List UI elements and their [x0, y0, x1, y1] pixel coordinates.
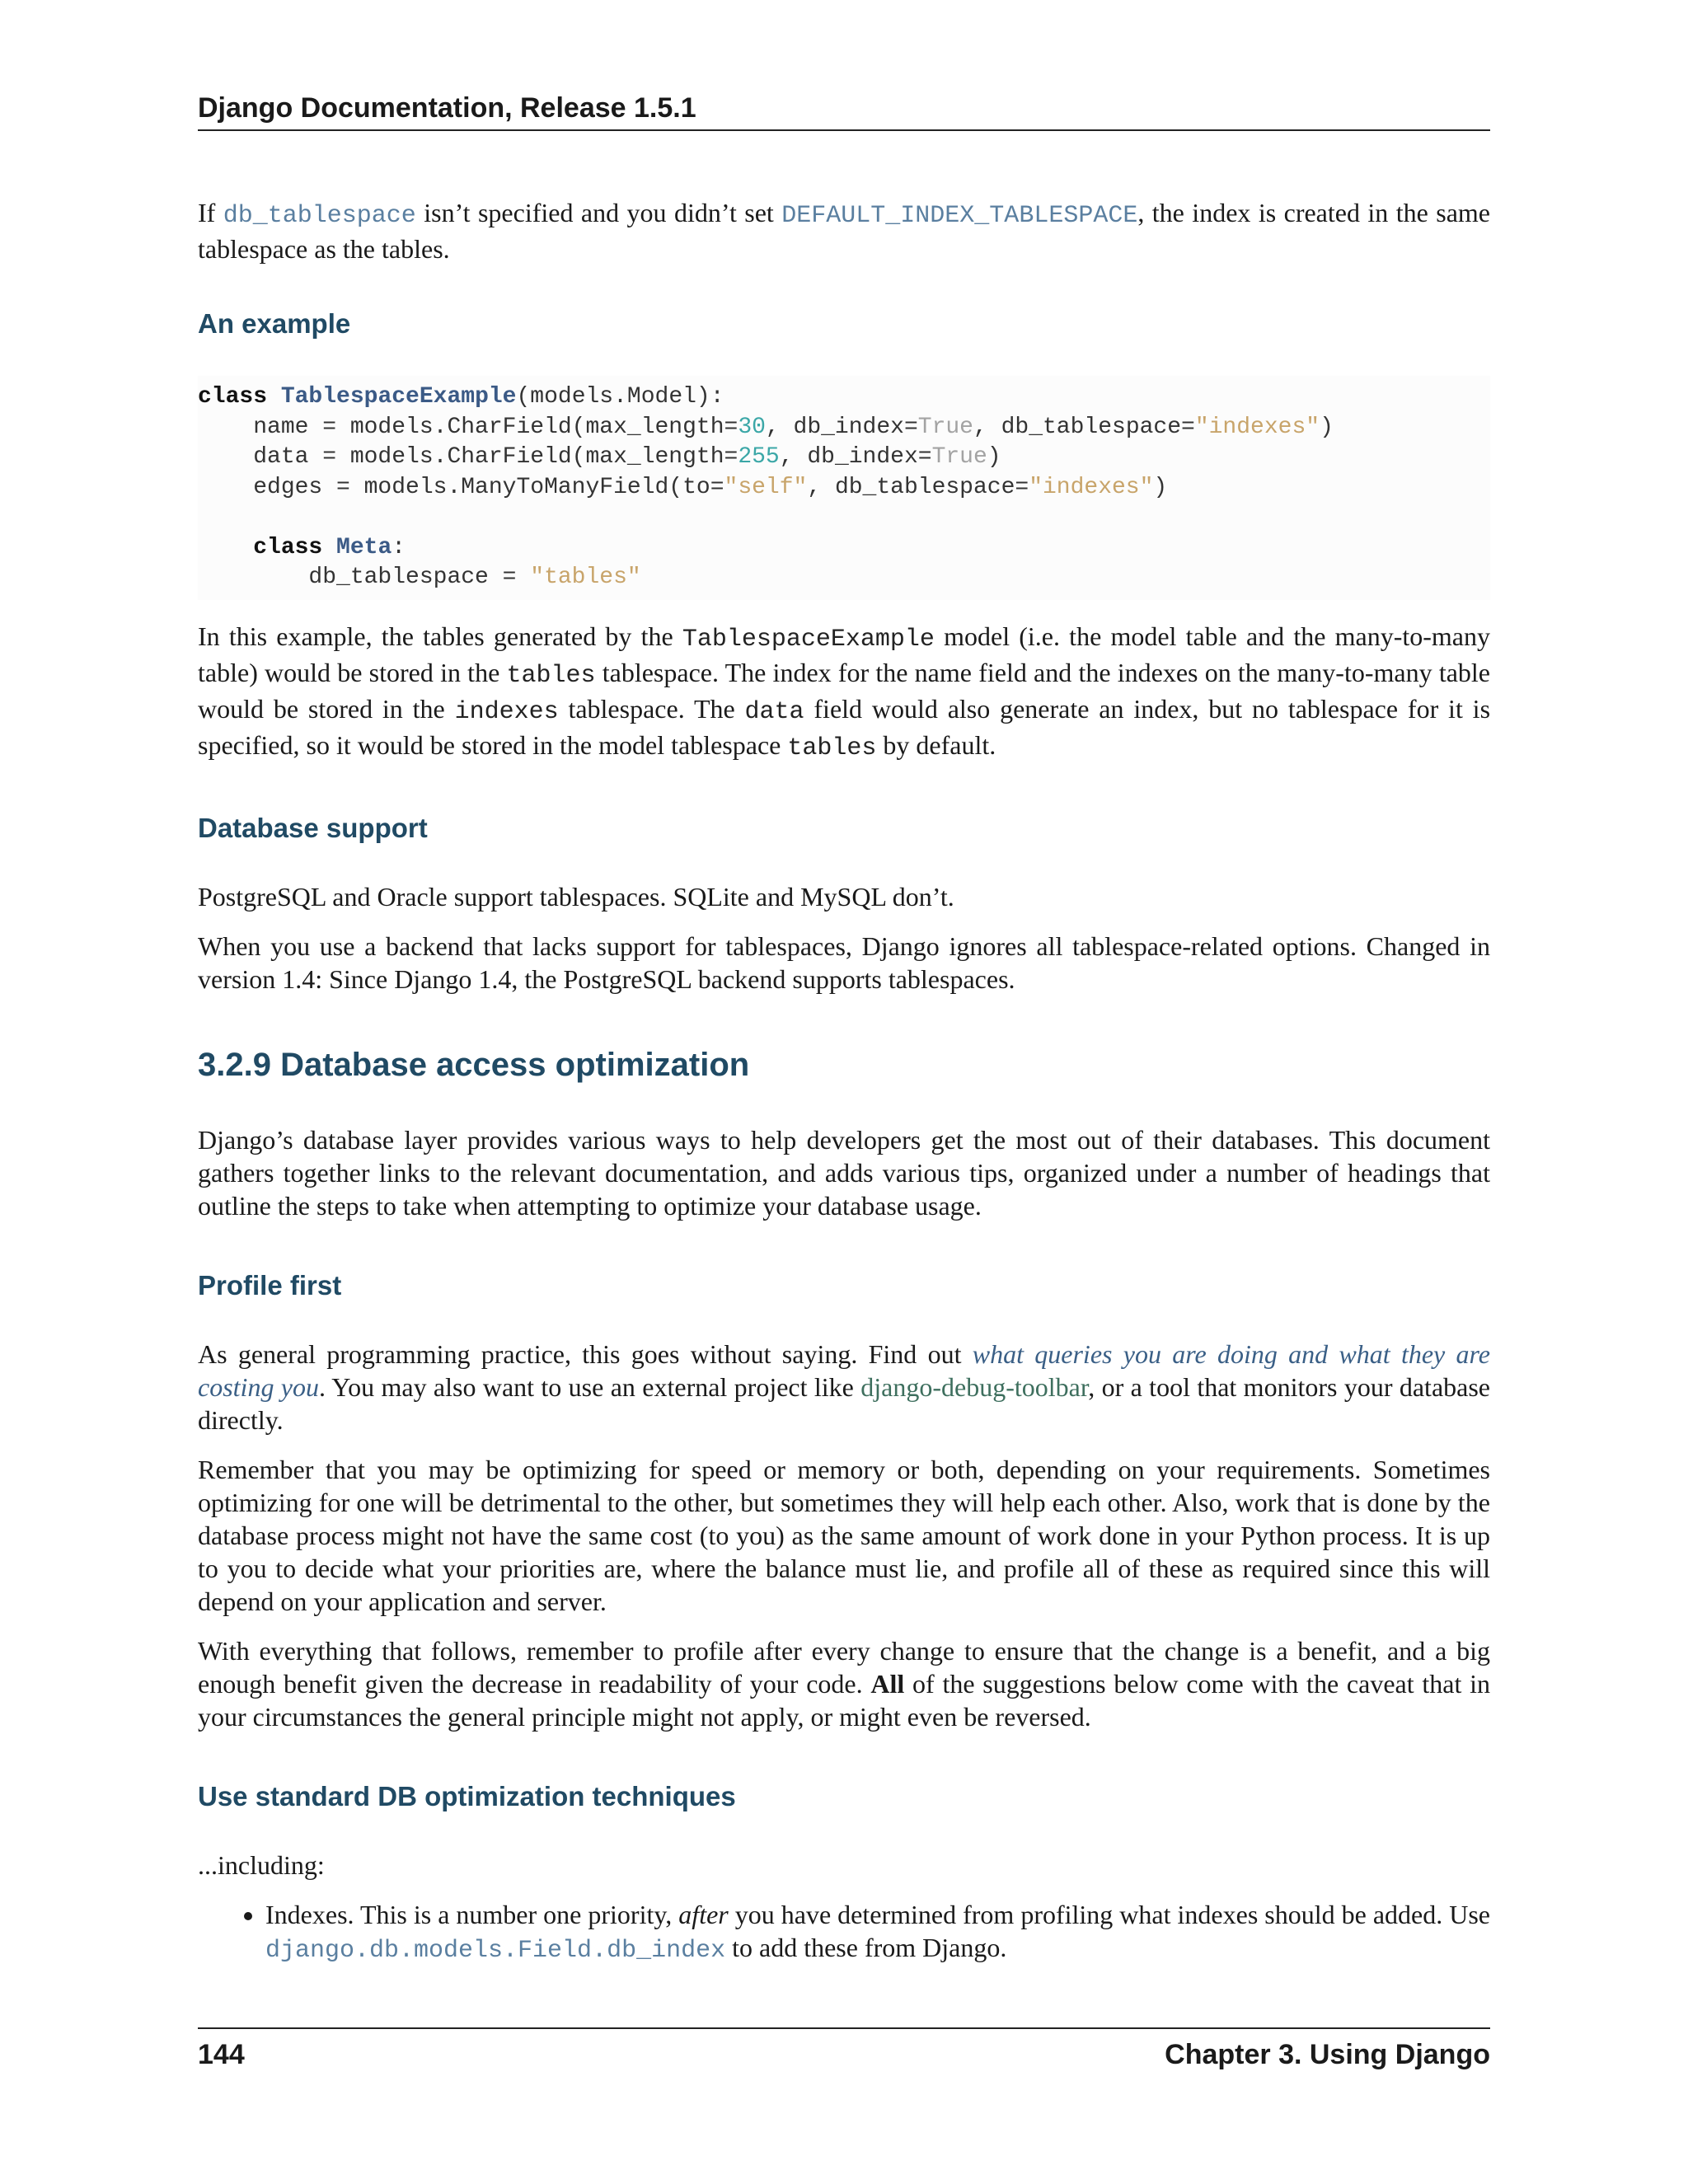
dbsupport-paragraph-1: PostgreSQL and Oracle support tablespaces. SQLite and MySQL don’t. [198, 881, 954, 912]
dbsupport-paragraph-2: When you use a backend that lacks support for tablespaces, Django ignores all tablespace-related options. Changed in version 1.4: Since Django 1.4, the PostgreSQL backend supports tablespaces. [198, 930, 1490, 994]
queries-cost-link[interactable]: what queries you are doing and what they are costing you [198, 1338, 1491, 1402]
page-content [198, 196, 1490, 1967]
techniques-list [198, 1898, 1490, 1967]
intro-paragraph: If db_tablespace isn’t specified and you didn’t set DEFAULT_INDEX_TABLESPACE, the index is created in the same tablespace as the tables. [198, 198, 1491, 264]
list-item: • Indexes. This is a number one priority, after you have determined from profiling what indexes should be added. Use django.db.models.Field.db_index to add these from Django. [265, 1898, 1490, 1967]
standard-paragraph: ...including: [198, 1849, 325, 1880]
code-line-4: edges = models.ManyToManyField(to="self", db_tablespace="indexes") [198, 474, 1168, 500]
default-index-tablespace-link[interactable]: DEFAULT_INDEX_TABLESPACE [781, 202, 1138, 230]
heading-an-example: An example [198, 308, 351, 339]
heading-database-support: Database support [198, 812, 428, 843]
profile-paragraph-2: Remember that you may be optimizing for speed or memory or both, depending on your requirements. Sometimes optimizing for one will be detrimental to the other, but sometimes they will help each other. Also, work that is done by the database process might not have the same cost (to you) as the same amount of work done in your Python process. It is up to you to decide what your priorities are, where the balance must lie, and profile all of these as required since this will depend on your application and server. [198, 1454, 1490, 1616]
page-footer [198, 2027, 1490, 2071]
example-paragraph: In this example, the tables generated by the TablespaceExample model (i.e. the model table and the many-to-many table) would be stored in the tables tablespace. The index for the name field and the indexes on the many-to-many table would be stored in the indexes tablespace. The data field would also generate an index, but no tablespace for it is specified, so it would be stored in the model tablespace tables by default. [198, 621, 1491, 762]
document-title: Django Documentation, Release 1.5.1 [198, 92, 696, 124]
db-index-link[interactable]: django.db.models.Field.db_index [265, 1936, 726, 1965]
django-debug-toolbar-link[interactable]: django-debug-toolbar [860, 1371, 1089, 1402]
chapter-title: Chapter 3. Using Django [1165, 2039, 1490, 2070]
code-line-7: db_tablespace = "tables" [198, 565, 641, 590]
code-line-3: data = models.CharField(max_length=255, db_index=True) [198, 444, 1001, 470]
code-block [198, 376, 1490, 600]
section-heading: 3.2.9 Database access optimization [198, 1046, 750, 1083]
code-line-2: name = models.CharField(max_length=30, db_index=True, db_tablespace="indexes") [198, 414, 1334, 440]
page-number: 144 [198, 2039, 245, 2070]
profile-paragraph-3: With everything that follows, remember to profile after every change to ensure that the change is a benefit, and a big enough benefit given the decrease in readability of your code. All of the suggestions below come with the caveat that in your circumstances the general principle might not apply, or might even be reversed. [198, 1635, 1490, 1732]
profile-paragraph-1: As general programming practice, this goes without saying. Find out what queries you are doing and what they are costing you. You may also want to use an external project like django-debug-toolbar, or a tool that monitors your database directly. [198, 1338, 1491, 1435]
running-header [198, 92, 1490, 131]
heading-profile-first: Profile first [198, 1269, 342, 1301]
heading-standard-techniques: Use standard DB optimization techniques [198, 1780, 736, 1811]
code-line-6: class Meta: [253, 534, 406, 560]
code-line-1: class TablespaceExample(models.Model): [198, 384, 724, 410]
db-tablespace-link[interactable]: db_tablespace [223, 202, 416, 230]
section-paragraph: Django’s database layer provides various ways to help developers get the most out of their databases. This document gathers together links to the relevant documentation, and adds various tips, organized under a number of headings that outline the steps to take when attempting to optimize your database usage. [198, 1124, 1490, 1221]
